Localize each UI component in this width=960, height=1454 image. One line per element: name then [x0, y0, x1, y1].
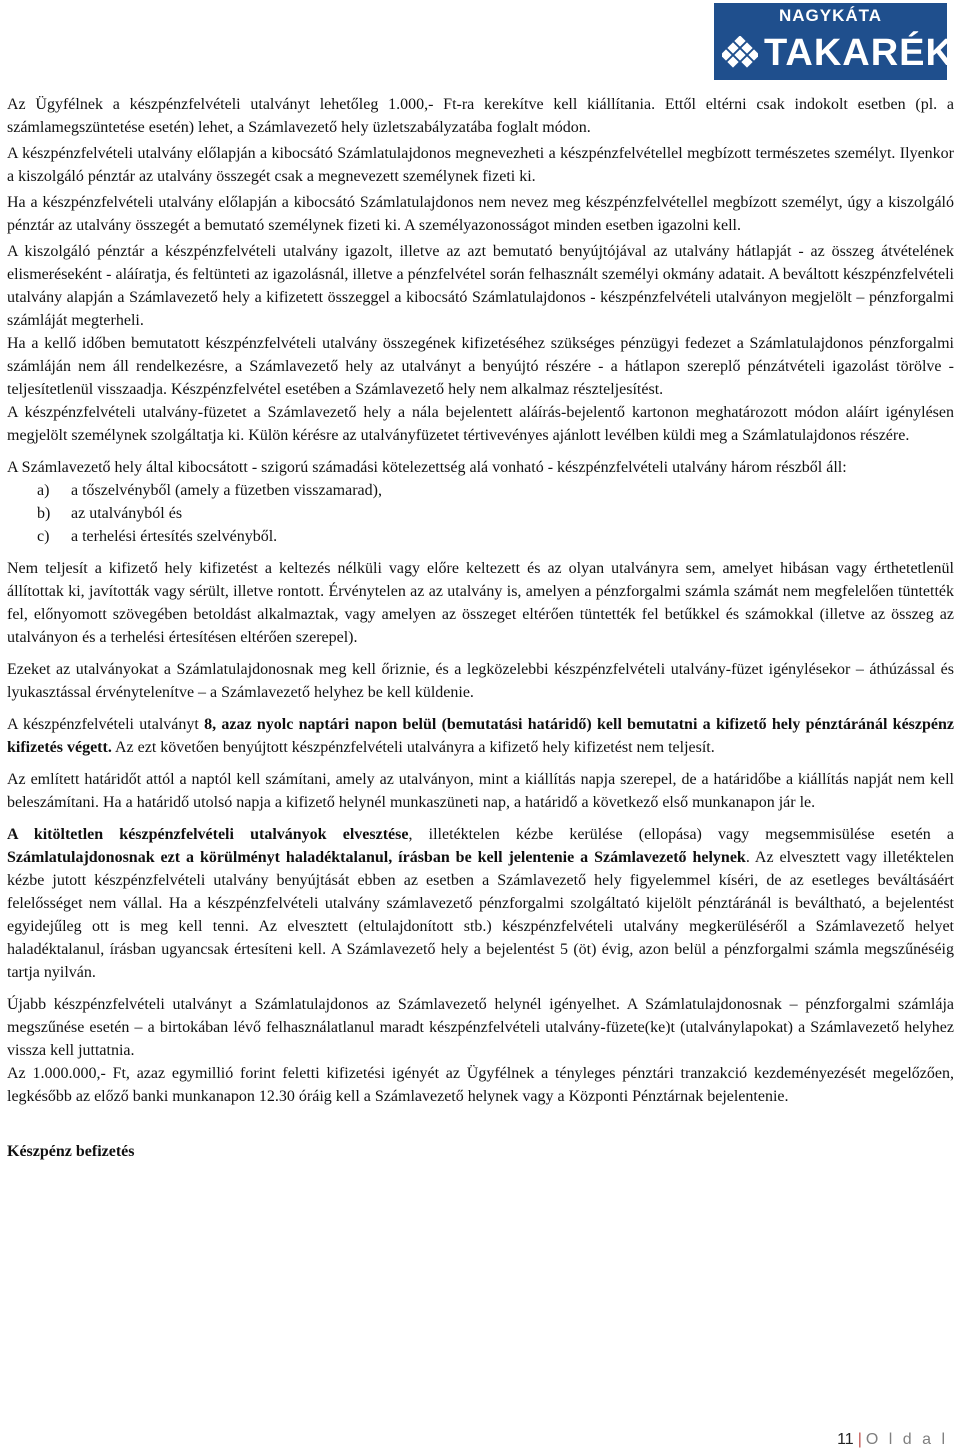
- paragraph: Ha a kellő időben bemutatott készpénzfelvételi utalvány összegének kifizetéséhez szükséges pénzügyi fedezet a Számlatulajdonos pénzforgalmi számláján nem áll rendelkezésre, a Számlavezető hely az utalványt a benyújtó részére - a hátlapon szereplő pénzátvételi igazolást törölve - teljesítetlenül visszaadja. Készpénzfelvétel esetében a Számlavezető hely nem alkalmaz részteljesítést.: [7, 335, 954, 398]
- bold-text-run: Számlatulajdonosnak ezt a körülményt haladéktalanul, írásban be kell jelentenie a Számlavezető helynek: [7, 849, 746, 866]
- document-body: [7, 93, 954, 1163]
- paragraph: [7, 823, 954, 984]
- logo-diamond-icon: [722, 36, 758, 72]
- logo-bottom-text: TAKARÉK: [764, 32, 954, 74]
- parts-list: [7, 479, 954, 548]
- bank-logo: [714, 3, 954, 80]
- list-text: a tőszelvényből (amely a füzetben visszamarad),: [71, 482, 382, 499]
- paragraph: A készpénzfelvételi utalvány-füzetet a Számlavezető hely a nála bejelentett aláírás-bejelentő kartonon meghatározott módon aláírt igénylésen megjelölt személynek szolgáltatja ki. Külön kérésre az utalványfüzetet tértivevényes ajánlott levélben küldi meg a Számlatulajdonos részére.: [7, 404, 954, 444]
- list-item: [7, 502, 954, 525]
- paragraph: Újabb készpénzfelvételi utalványt a Számlatulajdonos az Számlavezető helynél igényelhet. A Számlatulajdonosnak – pénzforgalmi számlája megszűnése esetén – a birtokában lévő felhasználatlanul maradt készpénzfelvételi utalvány-füzete(ke)t (utalványlapokat) a Számlavezető helyhez vissza kell juttatnia.: [7, 996, 954, 1059]
- text-run: . Az elvesztett vagy illetéktelen kézbe jutott készpénzfelvételi utalvány benyújtását ebben az esetben a Számlavezető hely figyelemmel kíséri, de az esetleges beváltásáért felelősséget nem vállal. Ha a készpénzfelvételi utalvány számlavezető pénzforgalmi szolgáltató kijelölt pénztáránál is beváltható, a bejelentést egyidejűleg ott is meg kell tenni. Az elvesztett (eltulajdonított stb.) készpénzfelvételi utalvány megkerüléséről a Számlavezető helyet haladéktalanul, írásban ugyancsak értesíteni kell. A Számlavezető hely a bejelentést 5 (öt) évig, azon belül a pénzforgalmi számla megszűnéséig tartja nyilván.: [7, 849, 955, 981]
- text-run: , illetéktelen kézbe kerülése (ellopása) vagy megsemmisülése esetén a: [408, 826, 954, 843]
- paragraph: Nem teljesít a kifizető hely kifizetést a keltezés nélküli vagy előre keltezett és az olyan utalványra sem, amelyet hibásan vagy érthetetlenül állítottak ki, javították vagy sérült, illetve rontott. Érvénytelen az az utalvány is, amelyen a pénzforgalmi számla számát nem megfelelően tüntették fel, előnyomott szövegében betoldást alkalmaztak, vagy amelyen az összeget eltérően tüntették fel betűkkel és számokkal (illetve az összeg az utalványon és a terhelési értesítésen eltérően szerepel).: [7, 560, 954, 646]
- text-run: A készpénzfelvételi utalványt: [7, 716, 205, 733]
- page-footer: [837, 1431, 948, 1449]
- paragraph: A Számlavezető hely által kibocsátott - szigorú számadási kötelezettség alá vonható - készpénzfelvételi utalvány három részből áll:: [7, 459, 847, 476]
- list-text: az utalványból és: [71, 505, 183, 522]
- paragraph: Ha a készpénzfelvételi utalvány előlapján a kibocsátó Számlatulajdonos nem nevez meg készpénzfelvétellel megbízott személyt, úgy a kiszolgáló pénztár az utalvány összegét a bemutató személynek fizeti ki. A személyazonosságot minden esetben igazolni kell.: [7, 194, 954, 234]
- paragraph: A készpénzfelvételi utalvány előlapján a kibocsátó Számlatulajdonos megnevezheti a készpénzfelvétellel megbízott természetes személyt. Ilyenkor a kiszolgáló pénztár az utalvány összegét csak a megnevezett személynek fizeti ki.: [7, 145, 954, 185]
- paragraph: Az Ügyfélnek a készpénzfelvételi utalványt lehetőleg 1.000,- Ft-ra kerekítve kell kiállítania. Ettől eltérni csak indokolt esetben (pl. a számlamegszüntetése esetén) lehet, a Számlavezető hely üzletszabályzatába foglalt módon.: [7, 96, 954, 136]
- list-item: [7, 479, 954, 502]
- paragraph: Ezeket az utalványokat a Számlatulajdonosnak meg kell őriznie, és a legközelebbi készpénzfelvételi utalvány-füzet igénylésekor – áthúzással és lyukasztással érvénytelenítve – a Számlavezető helyhez be kell küldenie.: [7, 661, 954, 701]
- paragraph: Az említett határidőt attól a naptól kell számítani, amely az utalványon, mint a kiállítás napja szerepel, de a határidőbe a kiállítás napját nem kell beleszámítani. Ha a határidő utolsó napja a kifizető helynél munkaszüneti nap, a határidő a következő első munkanapon jár le.: [7, 771, 954, 811]
- page-label: O l d a l: [865, 1431, 948, 1448]
- list-text: a terhelési értesítés szelvényből.: [71, 528, 278, 545]
- list-marker: b): [37, 505, 51, 522]
- page-number: 11: [837, 1431, 854, 1448]
- list-item: [7, 525, 954, 548]
- footer-separator: |: [857, 1431, 862, 1448]
- bold-text-run: A kitöltetlen készpénzfelvételi utalványok elvesztése: [7, 826, 409, 843]
- paragraph: [7, 713, 954, 759]
- text-run: Az ezt követően benyújtott készpénzfelvételi utalványra a kifizető hely kifizetést nem teljesít.: [111, 739, 715, 756]
- logo-top-text: NAGYKÁTA: [778, 6, 883, 25]
- list-marker: a): [37, 482, 50, 499]
- list-marker: c): [37, 528, 50, 545]
- paragraph: A kiszolgáló pénztár a készpénzfelvételi utalvány igazolt, illetve az azt bemutató benyújtójával az utalvány hátlapját - az összeg átvételének elismeréseként - aláíratja, és feltünteti az igazolásnál, illetve a pénzfelvétel során felhasznált személyi okmány adatait. A beváltott készpénzfelvételi utalvány alapján a Számlavezető hely a kifizetett összeggel a kibocsátó Számlatulajdonos - készpénzfelvételi utalványon megjelölt – pénzforgalmi számláját megterheli.: [7, 243, 954, 329]
- paragraph: Az 1.000.000,- Ft, azaz egymillió forint feletti kifizetési igényét az Ügyfélnek a tényleges pénztári tranzakció kezdeményezését megelőzően, legkésőbb az előző banki munkanapon 12.30 óráig kell a Számlavezető helynek vagy a Központi Pénztárnak bejelentenie.: [7, 1065, 954, 1105]
- bold-text-run: 8, azaz nyolc naptári napon belül (bemutatási határidő) kell bemutatni a kifizető hely pénztáránál készpénz kifizetés végett.: [7, 716, 954, 756]
- section-heading: Készpénz befizetés: [7, 1143, 135, 1160]
